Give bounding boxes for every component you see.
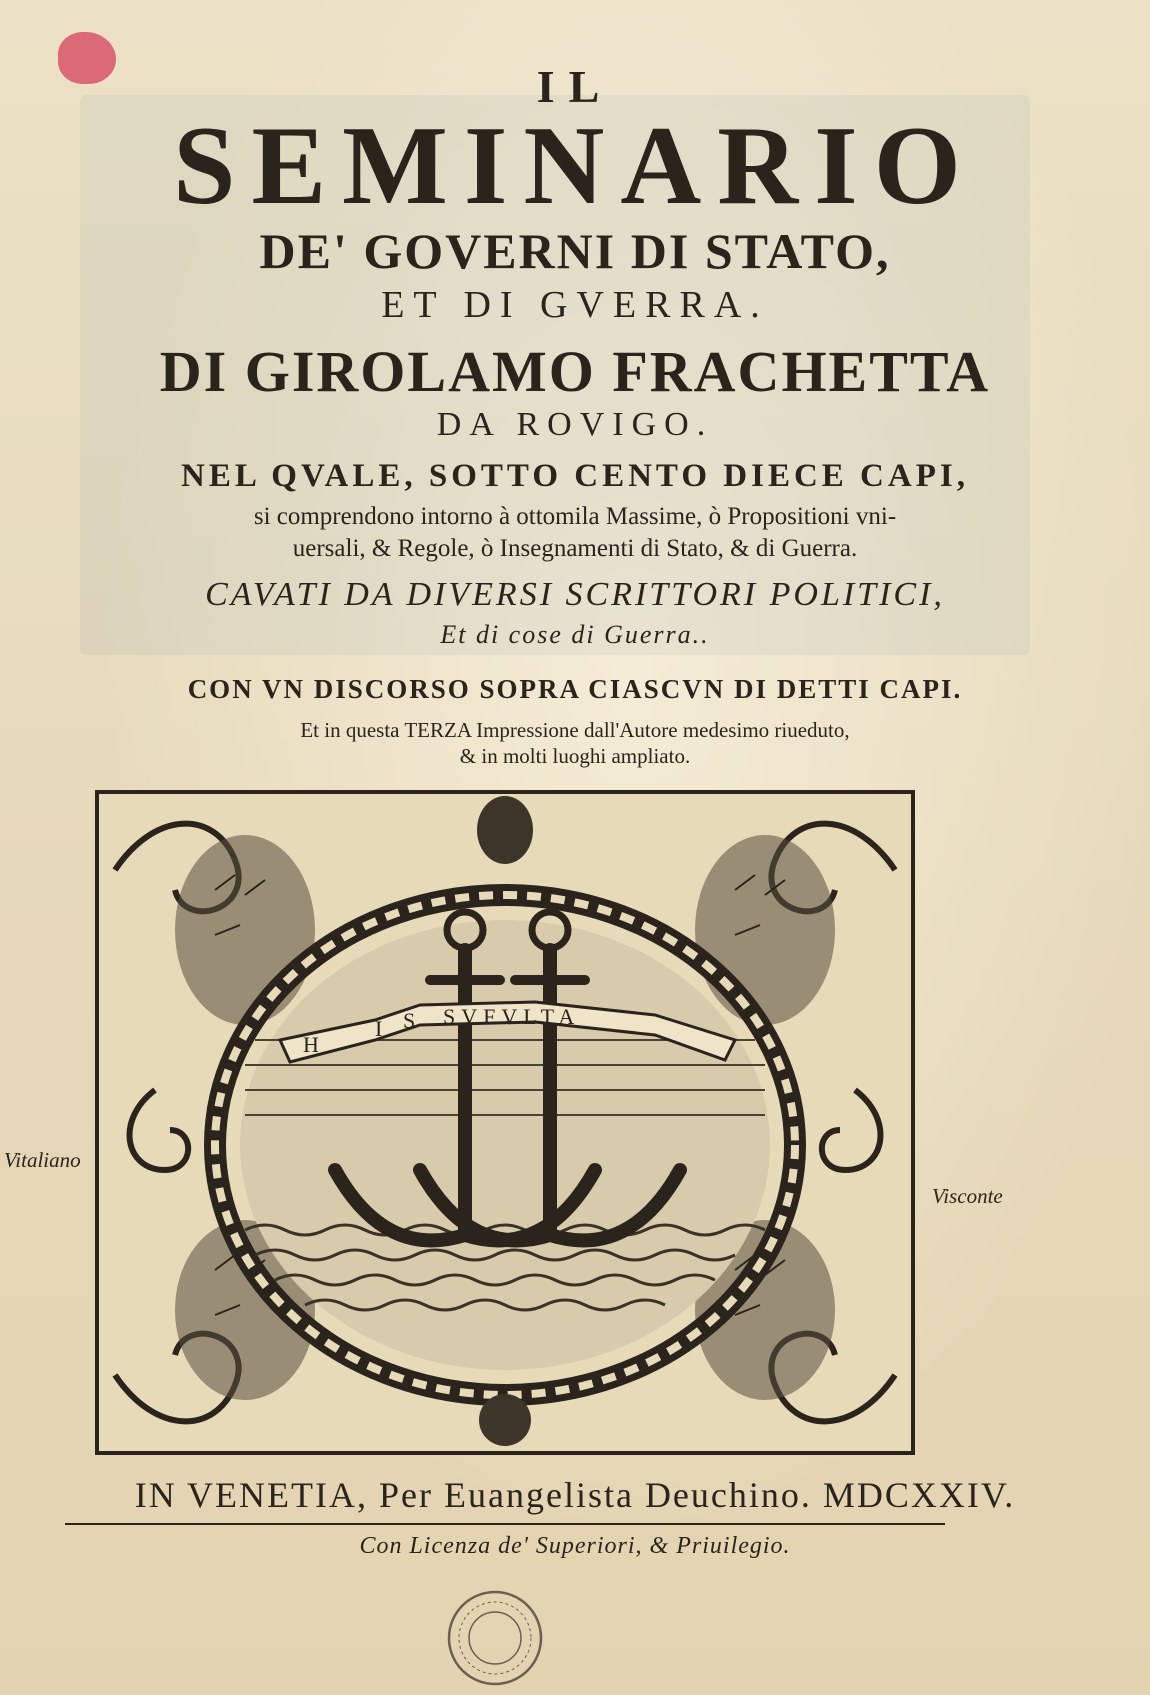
motto-letter: I xyxy=(375,1016,383,1041)
subtitle-line-2: uersali, & Regole, ò Insegnamenti di Stato, & di Guerra. xyxy=(292,535,858,562)
motto-letter: S xyxy=(403,1008,416,1033)
motto-letter: H xyxy=(303,1032,319,1057)
subtitle-heading: NEL QVALE, SOTTO CENTO DIECE CAPI, xyxy=(181,458,969,494)
subtitle-line-1: si comprendono intorno à ottomila Massime, ò Propositioni vni- xyxy=(253,503,897,530)
title-il: IL xyxy=(536,61,614,112)
motto-word: SVFVLTA xyxy=(443,1004,581,1029)
imprint-rule xyxy=(65,1523,945,1525)
edition-note-2: & in molti luoghi ampliato. xyxy=(459,744,691,768)
imprint-line: IN VENETIA, Per Euangelista Deuchino. MDCXXIV. xyxy=(134,1475,1016,1515)
cavati-line: CAVATI DA DIVERSI SCRITTORI POLITICI, xyxy=(205,576,945,613)
cose-di-guerra-line: Et di cose di Guerra.. xyxy=(440,620,710,649)
printer-device-woodcut xyxy=(95,790,915,1455)
author-name: DI GIROLAMO FRACHETTA xyxy=(159,339,991,404)
author-origin: DA ROVIGO. xyxy=(436,406,714,443)
title-seminario: SEMINARIO xyxy=(173,104,977,228)
handwritten-annotation-right: Visconte xyxy=(932,1184,1003,1208)
title-line-guerra: ET DI GVERRA. xyxy=(381,284,769,326)
title-line-governi: DE' GOVERNI DI STATO, xyxy=(259,223,891,279)
license-line: Con Licenza de' Superiori, & Priuilegio. xyxy=(359,1533,791,1559)
discorso-line: CON VN DISCORSO SOPRA CIASCVN DI DETTI CAPI. xyxy=(187,674,963,704)
handwritten-annotation-left: Vitaliano xyxy=(4,1148,81,1172)
library-stamp xyxy=(445,1588,545,1688)
edition-note-1: Et in questa TERZA Impressione dall'Autore medesimo riueduto, xyxy=(300,718,850,742)
